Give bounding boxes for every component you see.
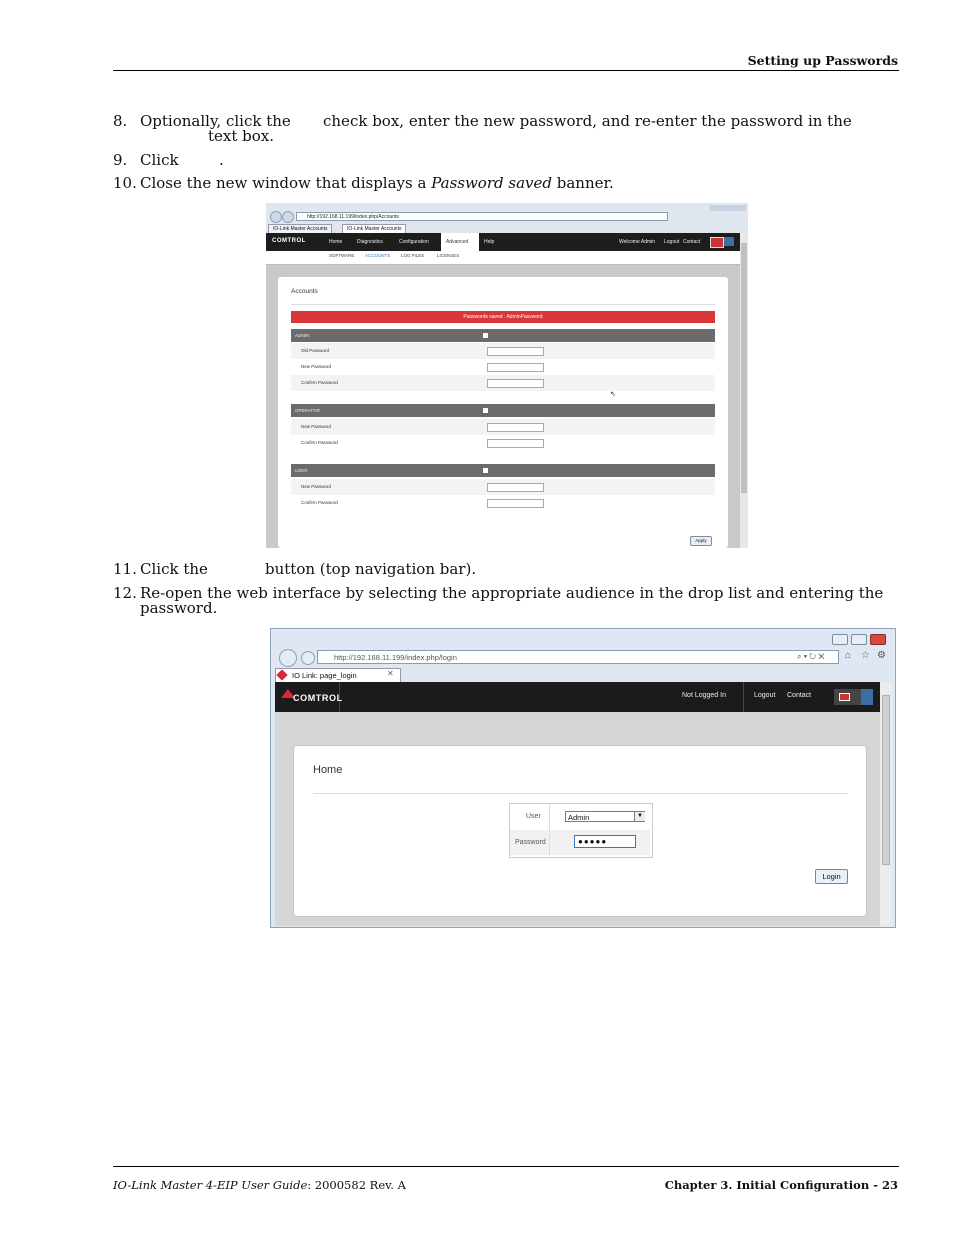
- login-screenshot: [270, 628, 896, 928]
- nav-diagnostics[interactable]: Diagnostics: [357, 239, 383, 245]
- form-row: [291, 495, 715, 511]
- section-label: OPERATOR: [295, 408, 320, 413]
- welcome-text: Welcome Admin: [619, 239, 656, 245]
- comtrol-logo: COMTROL: [272, 238, 306, 244]
- nav-advanced[interactable]: Advanced: [441, 233, 479, 251]
- field-label: Confirm Password: [301, 440, 338, 445]
- apply-button[interactable]: Apply: [690, 536, 712, 546]
- form-row: [291, 419, 715, 435]
- step-8-continuation: text box.: [208, 127, 275, 145]
- field-label: New Password: [301, 484, 332, 489]
- nav-contact[interactable]: Contact: [683, 239, 701, 245]
- form-separator: [549, 804, 550, 856]
- password-field[interactable]: [487, 423, 544, 432]
- guide-title: IO-Link Master 4-EIP User Guide: [113, 1178, 308, 1192]
- subnav-software[interactable]: SOFTWARE: [329, 253, 355, 258]
- password-field[interactable]: [487, 347, 544, 356]
- password-label: Password: [515, 839, 546, 846]
- footer-rule: [113, 1166, 899, 1167]
- forward-icon[interactable]: [282, 211, 294, 223]
- step-number: 11.: [113, 560, 137, 578]
- step-emphasis: Password saved: [431, 174, 552, 192]
- form-row: [291, 359, 715, 375]
- browser-tab[interactable]: IO Link: page_login: [275, 668, 401, 682]
- nav-configuration[interactable]: Configuration: [399, 239, 429, 245]
- footer-left: [113, 1178, 406, 1192]
- section-label: USER: [295, 468, 308, 473]
- step-11-end: button (top navigation bar).: [265, 560, 477, 578]
- nav-home[interactable]: Home: [329, 239, 343, 245]
- step-number: 9.: [113, 151, 128, 169]
- header-rule: [113, 70, 899, 71]
- scrollbar-thumb[interactable]: [882, 695, 890, 865]
- star-icon[interactable]: ☆: [861, 650, 870, 661]
- nav-help[interactable]: Help: [484, 239, 495, 245]
- field-label: New Password: [301, 364, 332, 369]
- nav-contact[interactable]: Contact: [787, 692, 812, 699]
- form-row: [291, 375, 715, 391]
- step-text: Optionally, click the: [140, 112, 291, 130]
- accounts-title: Accounts: [291, 288, 318, 295]
- field-label: Confirm Password: [301, 380, 338, 385]
- mouse-cursor-icon: ⇖: [610, 391, 616, 398]
- password-field[interactable]: [487, 483, 544, 492]
- nav-logout[interactable]: Logout: [664, 239, 680, 245]
- step-12-continuation: password.: [140, 599, 218, 617]
- browser-tab[interactable]: IO-Link Master Accounts: [342, 224, 406, 234]
- tab-close-icon[interactable]: ✕: [387, 669, 394, 678]
- field-label: Old Password: [301, 348, 330, 353]
- divider: [291, 304, 715, 305]
- step-11: [113, 561, 208, 577]
- checkbox[interactable]: [483, 468, 488, 473]
- address-bar[interactable]: http://192.168.11.199/index.php/Accounts: [296, 212, 668, 221]
- field-label: New Password: [301, 424, 332, 429]
- back-icon[interactable]: [270, 211, 282, 223]
- home-icon[interactable]: ⌂: [845, 650, 852, 661]
- step-8-text-mid: check box, enter the new password, and re-enter the password in the: [323, 112, 852, 130]
- step-text-end: banner.: [556, 174, 614, 192]
- password-field[interactable]: [487, 363, 544, 372]
- section-user: [291, 464, 715, 477]
- field-label: Confirm Password: [301, 500, 338, 505]
- maximize-icon[interactable]: [851, 634, 867, 645]
- form-row: [291, 343, 715, 359]
- password-field[interactable]: [487, 379, 544, 388]
- step-text: Close the new window that displays a: [140, 174, 427, 192]
- section-label: ADMIN: [295, 333, 310, 338]
- checkbox[interactable]: [483, 408, 488, 413]
- divider: [313, 793, 848, 794]
- section-operator: [291, 404, 715, 417]
- subnav-accounts[interactable]: ACCOUNTS: [365, 253, 391, 258]
- step-number: 10.: [113, 174, 137, 192]
- flag-icon[interactable]: [710, 237, 724, 248]
- forward-icon[interactable]: [301, 651, 315, 665]
- step-12: [113, 585, 883, 601]
- password-saved-banner: Passwords saved : AdminPassword: [291, 311, 715, 323]
- comtrol-logo: COMTROL: [293, 693, 343, 703]
- user-select[interactable]: Admin: [565, 811, 645, 822]
- page-title: Home: [313, 764, 343, 776]
- subnav-licenses[interactable]: LICENSES: [437, 253, 460, 258]
- footer-chapter: Chapter 3. Initial Configuration - 23: [664, 1178, 898, 1192]
- password-field[interactable]: [487, 499, 544, 508]
- address-bar[interactable]: http://192.168.11.199/index.php/login: [317, 650, 839, 664]
- section-admin: [291, 329, 715, 342]
- nav-divider: [743, 682, 744, 712]
- chevron-down-icon[interactable]: ▼: [634, 812, 645, 821]
- login-status: Not Logged In: [682, 692, 726, 699]
- login-button[interactable]: Login: [815, 869, 848, 884]
- scrollbar-thumb[interactable]: [741, 243, 747, 493]
- step-9: [113, 152, 179, 168]
- form-row: [291, 435, 715, 451]
- back-icon[interactable]: [279, 649, 297, 667]
- step-10: [113, 175, 614, 191]
- step-number: 8.: [113, 112, 128, 130]
- guide-revision: : 2000582 Rev. A: [307, 1178, 406, 1192]
- browser-tab[interactable]: IO-Link Master Accounts: [268, 224, 332, 234]
- close-icon[interactable]: [870, 634, 886, 645]
- accounts-screenshot: [266, 203, 748, 548]
- password-field[interactable]: [487, 439, 544, 448]
- step-text: Re-open the web interface by selecting the appropriate audience in the drop list and entering the: [140, 584, 884, 602]
- step-number: 12.: [113, 584, 137, 602]
- nav-logout[interactable]: Logout: [754, 692, 776, 699]
- step-text: Click: [140, 151, 179, 169]
- password-input[interactable]: ●●●●●: [574, 835, 636, 848]
- chevron-down-icon[interactable]: [724, 237, 734, 246]
- search-refresh-icons[interactable]: ⌕ ▾ ↻ ✕: [797, 652, 825, 661]
- checkbox[interactable]: [483, 333, 488, 338]
- form-row: [291, 479, 715, 495]
- window-controls[interactable]: [710, 205, 746, 211]
- step-text: Click the: [140, 560, 208, 578]
- page-header-title: Setting up Passwords: [747, 53, 898, 68]
- subnav-log-files[interactable]: LOG FILES: [401, 253, 425, 258]
- minimize-icon[interactable]: [832, 634, 848, 645]
- chevron-down-icon[interactable]: [861, 689, 873, 705]
- user-label: User: [526, 813, 541, 820]
- gear-icon[interactable]: ⚙: [877, 650, 886, 661]
- flag-icon: [839, 693, 850, 701]
- step-9-end: .: [219, 151, 224, 169]
